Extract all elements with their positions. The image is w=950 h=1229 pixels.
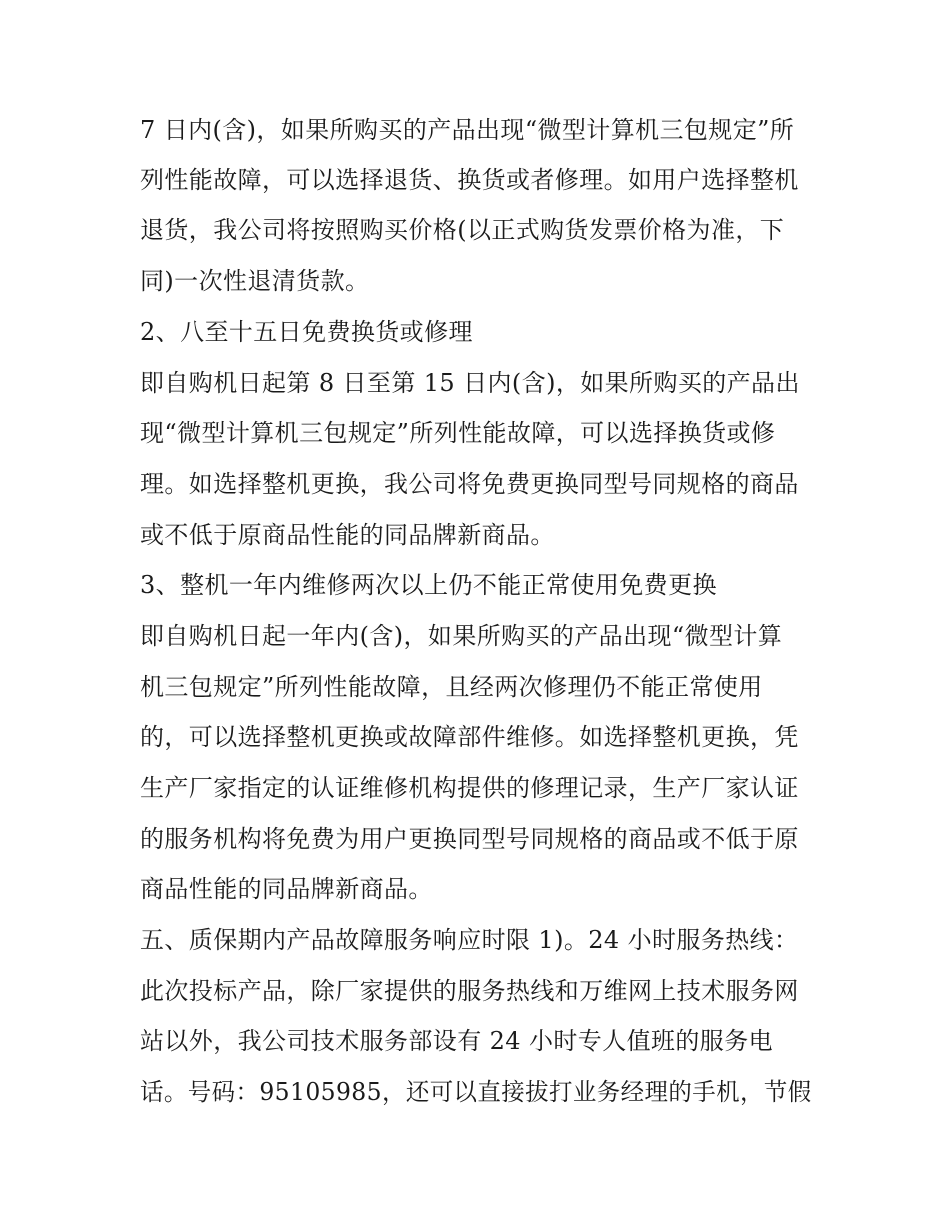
text-line: 7 日内(含)，如果所购买的产品出现“微型计算机三包规定”所 (140, 116, 795, 144)
text-line: 话。号码：95105985，还可以直接拔打业务经理的手机，节假 (140, 1078, 812, 1106)
text-line: 的，可以选择整机更换或故障部件维修。如选择整机更换，凭 (140, 723, 799, 751)
text-line: 商品性能的同品牌新商品。 (140, 875, 433, 903)
text-line: 生产厂家指定的认证维修机构提供的修理记录，生产厂家认证 (140, 774, 799, 802)
section-heading: 3、整机一年内维修两次以上仍不能正常使用免费更换 (140, 571, 717, 599)
text-line: 现“微型计算机三包规定”所列性能故障，可以选择换货或修 (140, 419, 776, 447)
text-line: 退货，我公司将按照购买价格(以正式购货发票价格为准，下 (140, 216, 785, 244)
text-line: 此次投标产品，除厂家提供的服务热线和万维网上技术服务网 (140, 977, 799, 1005)
text-line: 列性能故障，可以选择退货、换货或者修理。如用户选择整机 (140, 166, 799, 194)
text-line: 的服务机构将免费为用户更换同型号同规格的商品或不低于原 (140, 825, 799, 853)
text-line: 机三包规定”所列性能故障，且经两次修理仍不能正常使用 (140, 673, 763, 701)
text-line: 同)一次性退清货款。 (140, 267, 370, 295)
text-line: 站以外，我公司技术服务部设有 24 小时专人值班的服务电 (140, 1027, 773, 1055)
text-line: 理。如选择整机更换，我公司将免费更换同型号同规格的商品 (140, 470, 799, 498)
text-line: 或不低于原商品性能的同品牌新商品。 (140, 521, 555, 549)
text-line: 即自购机日起一年内(含)，如果所购买的产品出现“微型计算 (140, 622, 783, 650)
text-line: 即自购机日起第 8 日至第 15 日内(含)，如果所购买的产品出 (140, 369, 800, 397)
section-heading: 五、质保期内产品故障服务响应时限 1)。24 小时服务热线： (140, 926, 799, 954)
section-heading: 2、八至十五日免费换货或修理 (140, 318, 473, 346)
